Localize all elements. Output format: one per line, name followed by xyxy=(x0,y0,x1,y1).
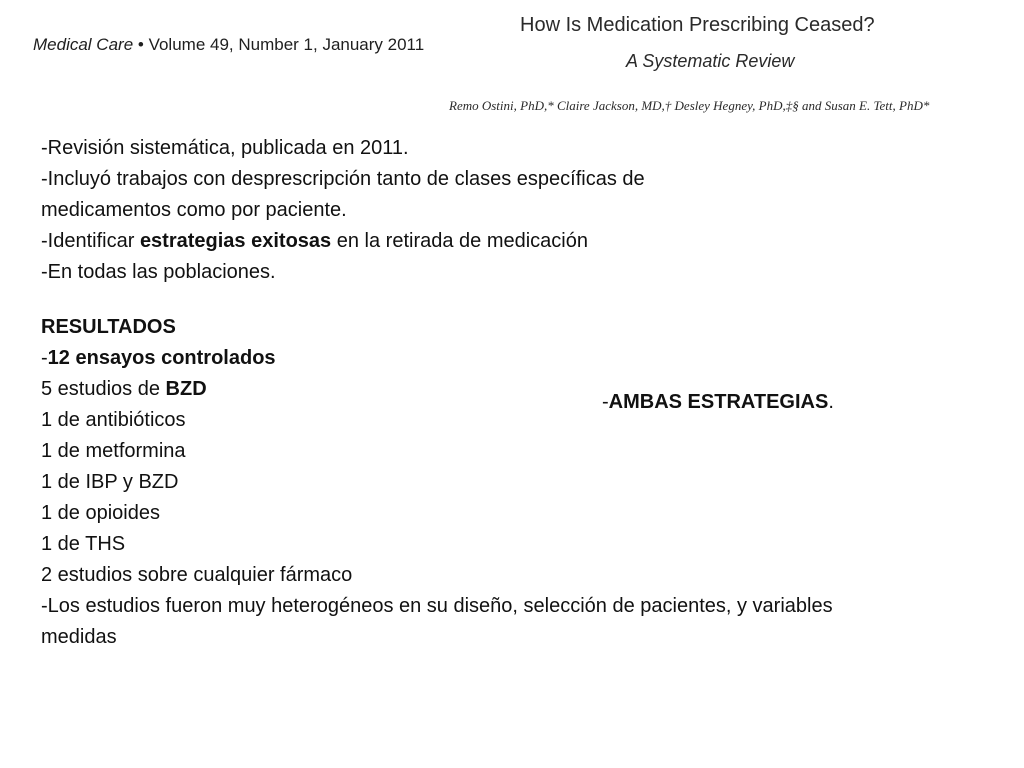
side-note xyxy=(602,387,834,418)
bullet-separator: • xyxy=(137,35,144,54)
summary-line-4-pre: -Identificar xyxy=(41,230,140,252)
results-bzd-bold: BZD xyxy=(165,378,207,400)
summary-line-2: -Incluyó trabajos con desprescripción tanto de clases específicas de xyxy=(41,168,645,190)
summary-line-5: -En todas las poblaciones. xyxy=(41,261,276,283)
side-note-bold: AMBAS ESTRATEGIAS xyxy=(608,391,829,413)
results-heterogeneity-2: medidas xyxy=(41,626,117,648)
results-item: 1 de antibióticos xyxy=(41,409,186,431)
results-item: 1 de metformina xyxy=(41,440,186,462)
journal-issue: Volume 49, Number 1, January 2011 xyxy=(148,35,425,54)
article-authors: Remo Ostini, PhD,* Claire Jackson, MD,† Desley Hegney, PhD,‡§ and Susan E. Tett, PhD* xyxy=(449,98,930,113)
article-title: How Is Medication Prescribing Ceased? xyxy=(520,14,875,36)
summary-line-3: medicamentos como por paciente. xyxy=(41,199,347,221)
summary-line-4 xyxy=(41,226,971,257)
article-subtitle: A Systematic Review xyxy=(626,51,795,71)
results-item: 1 de opioides xyxy=(41,502,160,524)
side-note-dash: - xyxy=(602,391,609,413)
results-trials-bold: 12 ensayos controlados xyxy=(47,347,276,369)
side-note-period: . xyxy=(828,391,834,413)
results-heading: RESULTADOS xyxy=(41,316,176,338)
results-heterogeneity-1: -Los estudios fueron muy heterogéneos en su diseño, selección de pacientes, y variables xyxy=(41,595,833,617)
section-gap xyxy=(41,288,971,312)
results-bzd-pre: 5 estudios de xyxy=(41,378,166,400)
results-item: 2 estudios sobre cualquier fármaco xyxy=(41,564,353,586)
results-trials xyxy=(41,343,971,374)
results-item: 1 de IBP y BZD xyxy=(41,471,179,493)
journal-citation xyxy=(33,35,424,55)
summary-line-1: -Revisión sistemática, publicada en 2011. xyxy=(41,137,409,159)
journal-name: Medical Care xyxy=(33,35,134,54)
results-trials-dash: - xyxy=(41,347,48,369)
results-item: 1 de THS xyxy=(41,533,126,555)
summary-line-4-post: en la retirada de medicación xyxy=(331,230,588,252)
summary-line-4-bold: estrategias exitosas xyxy=(139,230,332,252)
